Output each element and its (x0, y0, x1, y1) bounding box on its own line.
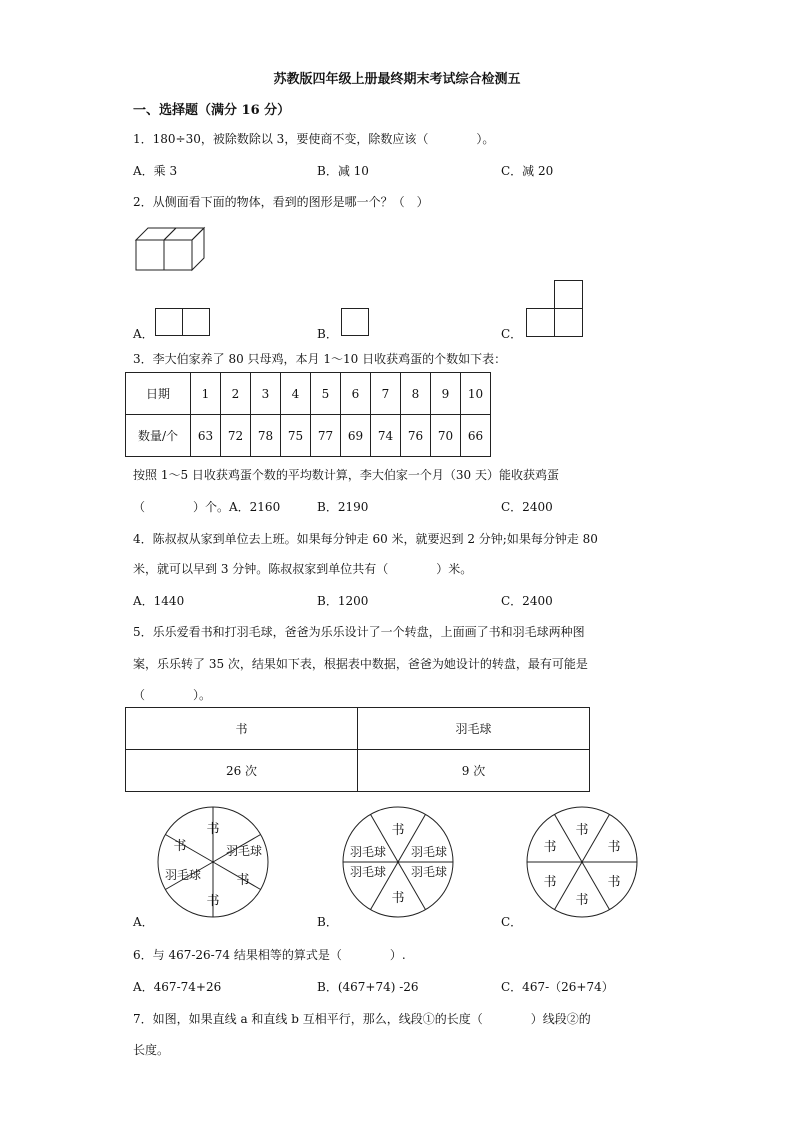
count-cell: 69 (341, 415, 371, 457)
q4-option-c: C．2400 (501, 594, 553, 608)
shuttlecock-count: 9 次 (358, 750, 590, 792)
count-cell: 75 (281, 415, 311, 457)
day-cell: 9 (431, 373, 461, 415)
q4-option-a: A．1440 (133, 594, 185, 608)
q6-option-a: A．467-74+26 (133, 980, 222, 994)
spinner-b-label: 羽毛球 (410, 865, 448, 879)
spinner-b-label: 羽毛球 (349, 845, 387, 859)
q2-stem: 2．从侧面看下面的物体，看到的图形是哪一个？（ ） (133, 195, 429, 209)
q3-option-b: B．2190 (317, 500, 369, 514)
q6-option-b: B．(467+74) -26 (317, 980, 419, 994)
q1-stem: 1．180÷30，被除数除以 3，要使商不变，除数应该（ ）。 (133, 132, 495, 146)
option-b-one-square-figure (341, 308, 371, 338)
q4-line-1: 4．陈叔叔从家到单位去上班。如果每分钟走 60 米，就要迟到 2 分钟;如果每分钟走 80 (133, 532, 598, 546)
q3-line-2: 按照 1～5 日收获鸡蛋个数的平均数计算，李大伯家一个月（30 天）能收获鸡蛋 (133, 468, 559, 482)
spinner-a-label: 羽毛球 (225, 844, 263, 858)
col-header-shuttlecock: 羽毛球 (358, 708, 590, 750)
q1-option-a: A．乘 3 (133, 164, 178, 178)
q3-stem: 3．李大伯家养了 80 只母鸡，本月 1～10 日收获鸡蛋的个数如下表： (133, 352, 507, 366)
q3-option-c: C．2400 (501, 500, 553, 514)
spinner-c-label: 书 (607, 840, 621, 855)
count-cell: 76 (401, 415, 431, 457)
day-cell: 7 (371, 373, 401, 415)
spin-result-table (125, 707, 590, 792)
spinner-b-label: 羽毛球 (410, 845, 448, 859)
day-cell: 5 (311, 373, 341, 415)
count-cell: 78 (251, 415, 281, 457)
q5-option-c: C． (501, 915, 523, 929)
section-heading: 一、选择题（满分 16 分） (133, 103, 291, 118)
q5-option-b: B． (317, 915, 338, 929)
q5-line-2: 案，乐乐转了 35 次，结果如下表，根据表中数据，爸爸为她设计的转盘，最有可能是 (133, 657, 588, 671)
q5-option-a: A． (133, 915, 154, 929)
day-cell: 1 (191, 373, 221, 415)
q7-line-1: 7．如图，如果直线 a 和直线 b 互相平行，那么，线段①的长度（ ）线段②的 (133, 1012, 591, 1026)
q3-line-3: （ ）个。A．2160 (133, 500, 281, 514)
spinner-a-label: 羽毛球 (164, 868, 202, 882)
book-count: 26 次 (126, 750, 358, 792)
count-cell: 77 (311, 415, 341, 457)
q6-stem: 6．与 467-26-74 结果相等的算式是（ ）. (133, 948, 406, 962)
col-header-book: 书 (126, 708, 358, 750)
q6-option-c: C．467-（26+74） (501, 980, 614, 994)
spinner-b-label: 羽毛球 (349, 865, 387, 879)
spinner-b-label: 书 (391, 823, 405, 838)
day-cell: 10 (461, 373, 491, 415)
count-cell: 66 (461, 415, 491, 457)
spinner-c-label: 书 (575, 893, 589, 908)
page-title: 苏教版四年级上册最终期末考试综合检测五 (273, 72, 521, 87)
spinner-c-label: 书 (543, 840, 557, 855)
table-header-count: 数量/个 (126, 415, 191, 457)
day-cell: 2 (221, 373, 251, 415)
cube-object-figure (130, 220, 210, 276)
count-cell: 70 (431, 415, 461, 457)
q1-option-b: B．减 10 (317, 164, 369, 178)
day-cell: 4 (281, 373, 311, 415)
day-cell: 6 (341, 373, 371, 415)
count-cell: 74 (371, 415, 401, 457)
q5-line-3: （ ）。 (133, 688, 212, 702)
spinner-a-label: 书 (236, 873, 250, 888)
spinner-c-label: 书 (543, 875, 557, 890)
spinner-c-label: 书 (607, 875, 621, 890)
spinner-c-label: 书 (575, 823, 589, 838)
table-header-date: 日期 (126, 373, 191, 415)
option-a-two-squares-figure (155, 308, 213, 338)
spinner-c (526, 806, 638, 918)
q2-option-b: B． (317, 327, 338, 341)
count-cell: 63 (191, 415, 221, 457)
spinner-a-label: 书 (206, 822, 220, 837)
q1-option-c: C．减 20 (501, 164, 554, 178)
q5-line-1: 5．乐乐爱看书和打羽毛球，爸爸为乐乐设计了一个转盘，上面画了书和羽毛球两种图 (133, 625, 585, 639)
q2-option-c: C． (501, 327, 523, 341)
q7-line-2: 长度。 (133, 1043, 170, 1057)
q4-line-2: 米，就可以早到 3 分钟。陈叔叔家到单位共有（ ）米。 (133, 562, 473, 576)
egg-count-table (125, 372, 491, 457)
spinner-a-label: 书 (173, 839, 187, 854)
spinner-a (157, 806, 269, 918)
option-c-l-shape-figure (526, 280, 586, 338)
day-cell: 8 (401, 373, 431, 415)
spinner-b-label: 书 (391, 891, 405, 906)
spinner-a-label: 书 (206, 894, 220, 909)
q2-option-a: A． (133, 327, 154, 341)
q4-option-b: B．1200 (317, 594, 369, 608)
spinner-b (342, 806, 454, 918)
count-cell: 72 (221, 415, 251, 457)
day-cell: 3 (251, 373, 281, 415)
